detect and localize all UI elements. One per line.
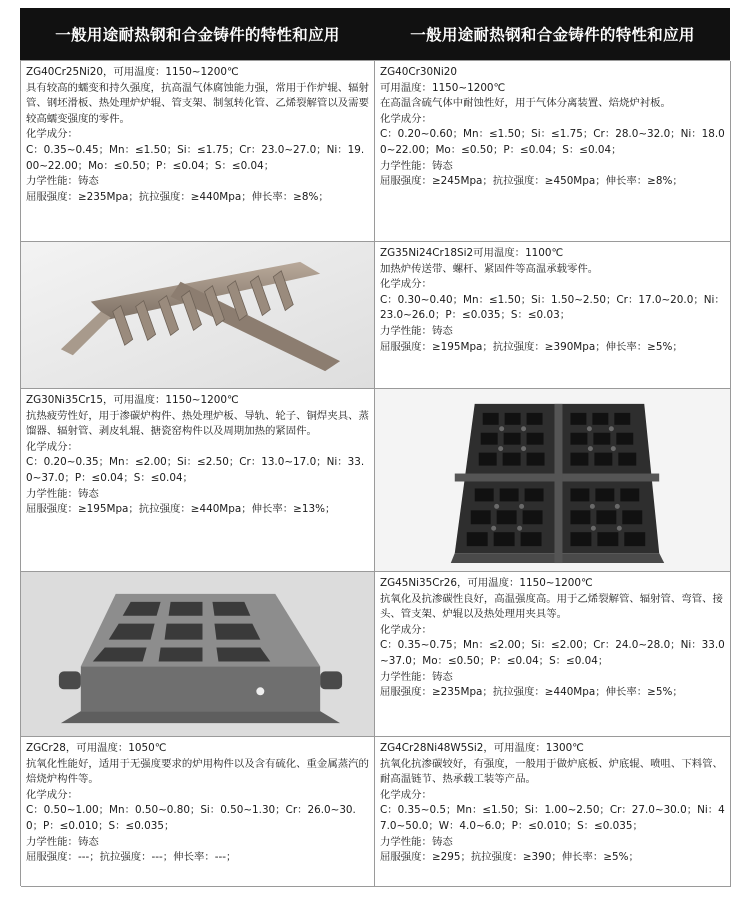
rake-casting-drawing: [21, 242, 374, 388]
mech-label: 力学性能：铸态: [380, 835, 453, 848]
mech-values: 屈服强度：≥195Mpa；抗拉强度：≥440Mpa；伸长率：≥13%；: [26, 503, 336, 516]
mech-values: 屈服强度：≥245Mpa；抗拉强度：≥450Mpa；伸长率：≥8%；: [380, 175, 683, 188]
description: 在高温含硫气体中耐蚀性好，用于气体分离装置、焙烧炉衬板。: [380, 97, 671, 110]
mech-label: 力学性能：铸态: [26, 835, 99, 848]
chem-values: C：0.35~0.45；Mn：≤1.50；Si：≤1.75；Cr：23.0~27.0；Ni：19.00~22.00；Mo：≤0.50；P：≤0.04；S：≤0.04；: [26, 143, 365, 172]
chem-label: 化学成分：: [380, 112, 432, 125]
mech-values: 屈服强度：≥195Mpa；抗拉强度：≥390Mpa；伸长率：≥5%；: [380, 340, 683, 353]
mech-label: 力学性能：铸态: [380, 324, 453, 337]
properties-table: [20, 60, 730, 886]
mech-label: 力学性能：铸态: [26, 487, 99, 500]
rake-casting-image: [21, 242, 375, 389]
chem-values: C：0.20~0.35；Mn：≤2.00；Si：≤2.50；Cr：13.0~17.0；Ni：33.0~37.0；P：≤0.04；S：≤0.04；: [26, 456, 365, 484]
grade-title: ZG40Cr30Ni20: [380, 66, 458, 78]
grade-title: ZGCr28，可用温度：1050℃: [26, 742, 167, 754]
description: 抗氧化性能好，适用于无强度要求的炉用构件以及含有硫化、重金属蒸汽的焙烧炉构件等。: [26, 757, 369, 786]
cell-zg35ni24cr18si2: [375, 242, 731, 389]
dark-grid-tray-image: [375, 389, 731, 572]
header-title-left: 一般用途耐热钢和合金铸件的特性和应用: [55, 26, 340, 44]
description: 具有较高的蠕变和持久强度，抗高温气体腐蚀能力强，常用于作炉辊、辐射管、钢坯滑板、热处理炉炉辊、管支架、制氢转化管、乙烯裂解管以及需要较高蠕变强度的零件。: [26, 81, 369, 125]
cell-zg40cr25ni20: [21, 61, 375, 242]
mech-label: 力学性能：铸态: [380, 159, 453, 172]
description: 加热炉传送带、螺杆、紧固件等高温承载零件。: [380, 262, 599, 275]
chem-label: 化学成分：: [380, 788, 432, 801]
cell-zg4cr28ni48w5si2: [375, 737, 731, 887]
dark-grid-tray-drawing: [375, 389, 730, 571]
chem-label: 化学成分：: [380, 278, 432, 291]
description: 抗热疲劳性好，用于渗碳炉构件、热处理炉板、导轨、轮子、铜焊夹具、蒸馏器、辐射管、剥皮轧辊、搪瓷窑构件以及周期加热的紧固件。: [26, 409, 369, 438]
cell-zg45ni35cr26: [375, 572, 731, 737]
chem-label: 化学成分：: [26, 440, 78, 453]
temperature: 可用温度：1150~1200℃: [380, 81, 506, 94]
chem-values: C：0.20~0.60；Mn：≤1.50；Si：≤1.75；Cr：28.0~32.0；Ni：18.00~22.00；Mo：≤0.50；P：≤0.04；S：≤0.04；: [380, 128, 725, 156]
chem-label: 化学成分：: [26, 788, 78, 801]
mech-label: 力学性能：铸态: [26, 175, 99, 188]
table-header: [20, 8, 730, 60]
header-title-right: 一般用途耐热钢和合金铸件的特性和应用: [410, 26, 695, 44]
mech-values: 屈服强度：≥235Mpa；抗拉强度：≥440Mpa；伸长率：≥8%；: [26, 190, 329, 203]
chem-label: 化学成分：: [380, 623, 432, 636]
grade-title: ZG30Ni35Cr15，可用温度：1150~1200℃: [26, 394, 239, 406]
cell-zg30ni35cr15: [21, 389, 375, 572]
mech-values: 屈服强度：≥295；抗拉强度：≥390；伸长率：≥5%；: [380, 851, 639, 864]
grade-title: ZG40Cr25Ni20，可用温度：1150~1200℃: [26, 66, 239, 78]
cell-zg40cr30ni20: [375, 61, 731, 242]
grade-title: ZG35Ni24Cr18Si2可用温度：1100℃: [380, 247, 564, 259]
chem-values: C：0.35~0.5；Mn：≤1.50；Si：1.00~2.50；Cr：27.0~30.0；Ni：47.0~50.0；W：4.0~6.0；P：≤0.010；S：≤0.035；: [380, 804, 725, 832]
chem-values: C：0.30~0.40；Mn：≤1.50；Si：1.50~2.50；Cr：17.0~20.0；Ni：23.0~26.0；P：≤0.035；S：≤0.03；: [380, 293, 725, 322]
grade-title: ZG45Ni35Cr26，可用温度：1150~1200℃: [380, 577, 593, 589]
mech-values: 屈服强度：≥235Mpa；抗拉强度：≥440Mpa；伸长率：≥5%；: [380, 686, 683, 699]
grade-title: ZG4Cr28Ni48W5Si2，可用温度：1300℃: [380, 742, 584, 754]
chem-values: C：0.50~1.00；Mn：0.50~0.80；Si：0.50~1.30；Cr：26.0~30.0；P：≤0.010；S：≤0.035；: [26, 804, 356, 832]
grid-block-casting-drawing: [21, 572, 374, 736]
description: 抗氧化及抗渗碳性良好，高温强度高。用于乙烯裂解管、辐射管、弯管、接头、管支架、炉辊以及热处理用夹具等。: [380, 592, 723, 621]
description: 抗氧化抗渗碳较好，有强度，一般用于做炉底板、炉底辊、喷咀、下料管、耐高温链节、热承载工装等产品。: [380, 757, 723, 786]
mech-label: 力学性能：铸态: [380, 670, 453, 683]
cell-zgcr28: [21, 737, 375, 887]
chem-values: C：0.35~0.75；Mn：≤2.00；Si：≤2.00；Cr：24.0~28.0；Ni：33.0~37.0；Mo：≤0.50；P：≤0.04；S：≤0.04；: [380, 639, 725, 667]
mech-values: 屈服强度：---；抗拉强度：---；伸长率：---；: [26, 851, 237, 864]
chem-label: 化学成分：: [26, 128, 78, 141]
grid-block-casting-image: [21, 572, 375, 737]
